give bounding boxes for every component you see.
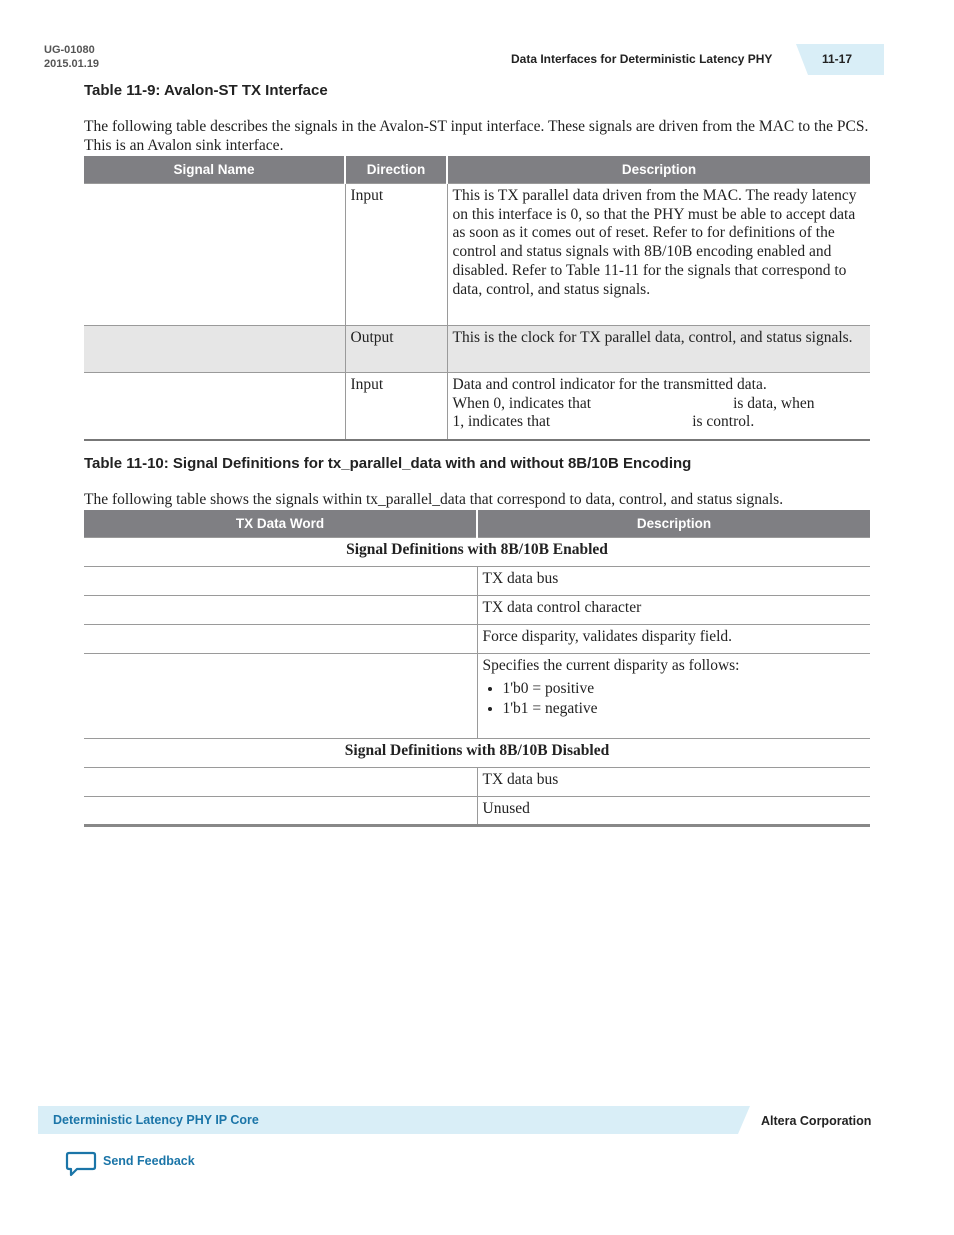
description-text: is data, when [733, 394, 815, 412]
description-cell: Unused [477, 797, 870, 826]
signal-name-cell [84, 184, 345, 326]
description-cell [447, 373, 870, 440]
description-cell: Force disparity, validates disparity field. [477, 625, 870, 654]
table-row [84, 184, 870, 326]
col-description: Description [447, 156, 870, 184]
table-row [84, 797, 870, 826]
table-header-row [84, 156, 870, 184]
footer-company: Altera Corporation [761, 1114, 872, 1128]
direction-cell: Input [345, 184, 447, 326]
section-heading-disabled: Signal Definitions with 8B/10B Disabled [84, 739, 870, 768]
col-tx-data-word: TX Data Word [84, 510, 477, 538]
signal-name-cell [84, 373, 345, 440]
table-header-row [84, 510, 870, 538]
signal-name-cell [84, 326, 345, 373]
description-text: When 0, indicates that [452, 394, 592, 412]
description-line: Data and control indicator for the transmitted data. [452, 376, 767, 393]
list-item: • 1'b1 = negative [503, 700, 866, 719]
table-row [84, 596, 870, 625]
section-heading-enabled: Signal Definitions with 8B/10B Enabled [84, 538, 870, 567]
table-row [84, 373, 870, 440]
description-cell: This is TX parallel data driven from the MAC. The ready latency on this interface is 0, so that the PHY must be able to accept data as soon as it comes out of reset. Refer to for definitions of the control and status signals with 8B/10B encoding enabled and disabled. Refer to Table 11-11 for the signals that correspond to data, control, and status signals. [447, 184, 870, 326]
table-row [84, 625, 870, 654]
col-description: Description [477, 510, 870, 538]
direction-cell: Input [345, 373, 447, 440]
table-row [84, 654, 870, 739]
list-item: • 1'b0 = positive [503, 680, 866, 699]
description-cell: TX data bus [477, 768, 870, 797]
tx-data-word-cell [84, 567, 477, 596]
table-row [84, 768, 870, 797]
description-cell: TX data bus [477, 567, 870, 596]
tx-data-word-cell [84, 625, 477, 654]
table2-intro: The following table shows the signals within tx_parallel_data that correspond to data, control, and status signals. [84, 491, 784, 508]
table-row [84, 567, 870, 596]
col-direction: Direction [345, 156, 447, 184]
signal-definitions-table [84, 510, 870, 827]
doc-id-block [44, 43, 99, 71]
description-text: is control. [692, 413, 755, 431]
table-row [84, 326, 870, 373]
tx-data-word-cell [84, 797, 477, 826]
page-number: 11-17 [822, 52, 853, 66]
description-text: Specifies the current disparity as follows: [482, 657, 740, 674]
page-number-tab [796, 44, 884, 75]
description-text: 1, indicates that [452, 413, 551, 431]
section-row [84, 538, 870, 567]
speech-bubble-icon[interactable] [65, 1150, 97, 1178]
description-line [453, 413, 866, 432]
description-line [453, 395, 866, 414]
table1-intro: The following table describes the signals in the Avalon-ST input interface. These signals are driven from the MAC to the PCS. This is an Avalon sink interface. [84, 118, 869, 154]
disparity-list [483, 680, 866, 719]
tx-data-word-cell [84, 596, 477, 625]
doc-date: 2015.01.19 [44, 58, 100, 70]
description-cell: This is the clock for TX parallel data, control, and status signals. [447, 326, 870, 373]
send-feedback-link[interactable]: Send Feedback [103, 1154, 195, 1168]
tx-data-word-cell [84, 768, 477, 797]
table1-caption: Table 11-9: Avalon-ST TX Interface [84, 82, 328, 99]
avalon-st-tx-table [84, 156, 870, 441]
description-cell: TX data control character [477, 596, 870, 625]
doc-id: UG-01080 [44, 44, 95, 56]
section-title: Data Interfaces for Deterministic Latency PHY [511, 52, 773, 66]
footer-product-link[interactable]: Deterministic Latency PHY IP Core [53, 1113, 259, 1127]
section-row [84, 739, 870, 768]
description-cell [477, 654, 870, 739]
col-signal-name: Signal Name [84, 156, 345, 184]
direction-cell: Output [345, 326, 447, 373]
table2-caption: Table 11-10: Signal Definitions for tx_parallel_data with and without 8B/10B Encoding [84, 455, 692, 472]
tx-data-word-cell [84, 654, 477, 739]
